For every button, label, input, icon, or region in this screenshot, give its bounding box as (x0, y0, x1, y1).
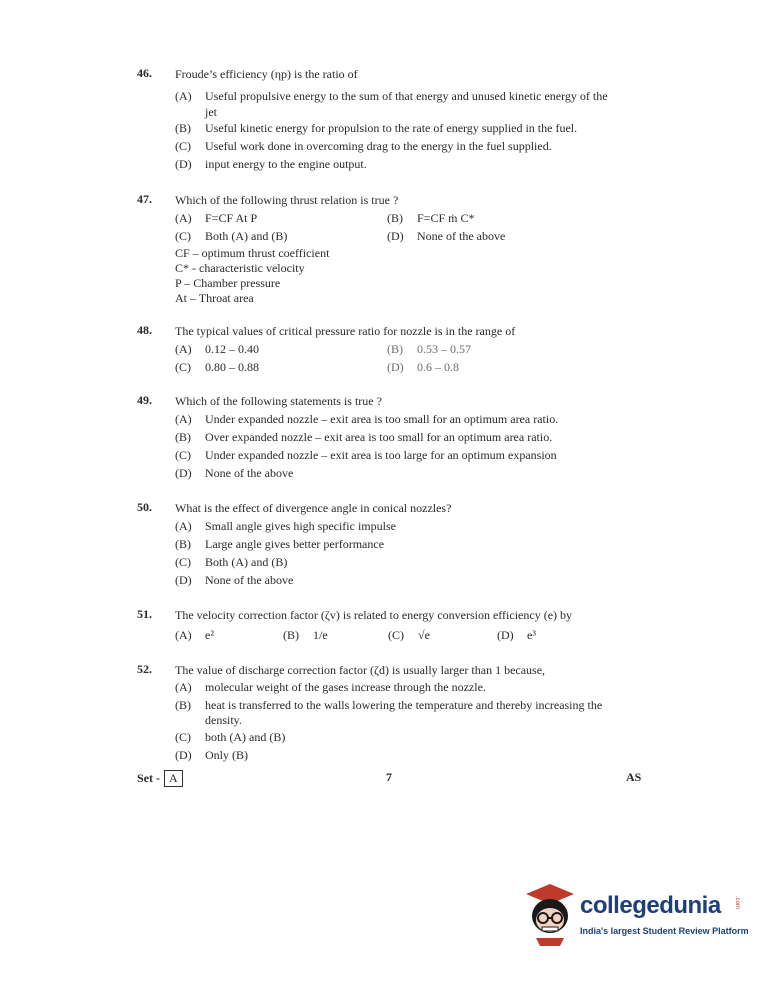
note: C* - characteristic velocity (175, 261, 305, 275)
option: (D) 0.6 – 0.8 (387, 360, 459, 374)
option: (B) heat is transferred to the walls lowering the temperature and thereby increasing the (175, 698, 603, 712)
logo-wordmark: collegedunia (580, 892, 721, 919)
question-number: 46. (137, 66, 152, 80)
note: CF – optimum thrust coefficient (175, 246, 330, 260)
option: (C) 0.80 – 0.88 (175, 360, 259, 374)
option: (B) Large angle gives better performance (175, 537, 385, 551)
logo-tagline: India's largest Student Review Platform (580, 926, 749, 936)
option: (D) None of the above (175, 573, 294, 587)
option: (A) Small angle gives high specific impulse (175, 519, 396, 533)
option: (D) None of the above (175, 466, 294, 480)
note: P – Chamber pressure (175, 276, 281, 290)
option: (B) Over expanded nozzle – exit area is too small for an optimum area ratio. (175, 430, 553, 444)
option: (C) Both (A) and (B) (175, 555, 288, 569)
option: (C) Under expanded nozzle – exit area is too large for an optimum expansion (175, 448, 557, 462)
option: (B) F=CF ṁ C* (387, 211, 475, 225)
question-text: The typical values of critical pressure ratio for nozzle is in the range of (175, 324, 516, 338)
question-text: The value of discharge correction factor (ζd) is usually larger than 1 because, (175, 663, 546, 677)
option: (B) 0.53 – 0.57 (387, 342, 471, 356)
option: (A) e² (175, 628, 214, 642)
question-number: 51. (137, 607, 152, 621)
question-number: 49. (137, 393, 152, 407)
option: (A) 0.12 – 0.40 (175, 342, 259, 356)
question-number: 47. (137, 192, 152, 206)
question-number: 48. (137, 323, 152, 337)
option: (A) F=CF At P (175, 211, 258, 225)
set-value: A (164, 770, 183, 787)
option: (D) None of the above (387, 229, 506, 243)
logo-suffix: .com (734, 896, 740, 910)
set-indicator (137, 770, 183, 787)
option: (A) Useful propulsive energy to the sum of that energy and unused kinetic energy of the (175, 89, 608, 103)
option: (A) Under expanded nozzle – exit area is too small for an optimum area ratio. (175, 412, 559, 426)
question-number: 50. (137, 500, 152, 514)
option: (C) Both (A) and (B) (175, 229, 288, 243)
question-text: What is the effect of divergence angle in conical nozzles? (175, 501, 452, 515)
note: At – Throat area (175, 291, 254, 305)
set-label: Set - (137, 771, 160, 785)
question-text: Froude’s efficiency (ηp) is the ratio of (175, 67, 358, 81)
option: (B) 1/e (283, 628, 328, 642)
option: (A) molecular weight of the gases increase through the nozzle. (175, 680, 486, 694)
option: (C) Useful work done in overcoming drag to the energy in the fuel supplied. (175, 139, 552, 153)
option: (B) Useful kinetic energy for propulsion to the rate of energy supplied in the fuel. (175, 121, 578, 135)
question-text: Which of the following thrust relation is true ? (175, 193, 399, 207)
option: (D) e³ (497, 628, 536, 642)
question-text: Which of the following statements is true ? (175, 394, 382, 408)
subject-code: AS (626, 770, 642, 784)
mascot-icon (520, 880, 578, 950)
question-number: 52. (137, 662, 152, 676)
option: (C) √e (388, 628, 430, 642)
option-continuation: density. (205, 713, 242, 727)
option: (D) Only (B) (175, 748, 248, 762)
page-number: 7 (386, 770, 392, 784)
question-text: The velocity correction factor (ζv) is related to energy conversion efficiency (e) by (175, 608, 573, 622)
option-continuation: jet (205, 105, 217, 119)
option: (C) both (A) and (B) (175, 730, 286, 744)
collegedunia-logo (520, 880, 760, 950)
option: (D) input energy to the engine output. (175, 157, 367, 171)
